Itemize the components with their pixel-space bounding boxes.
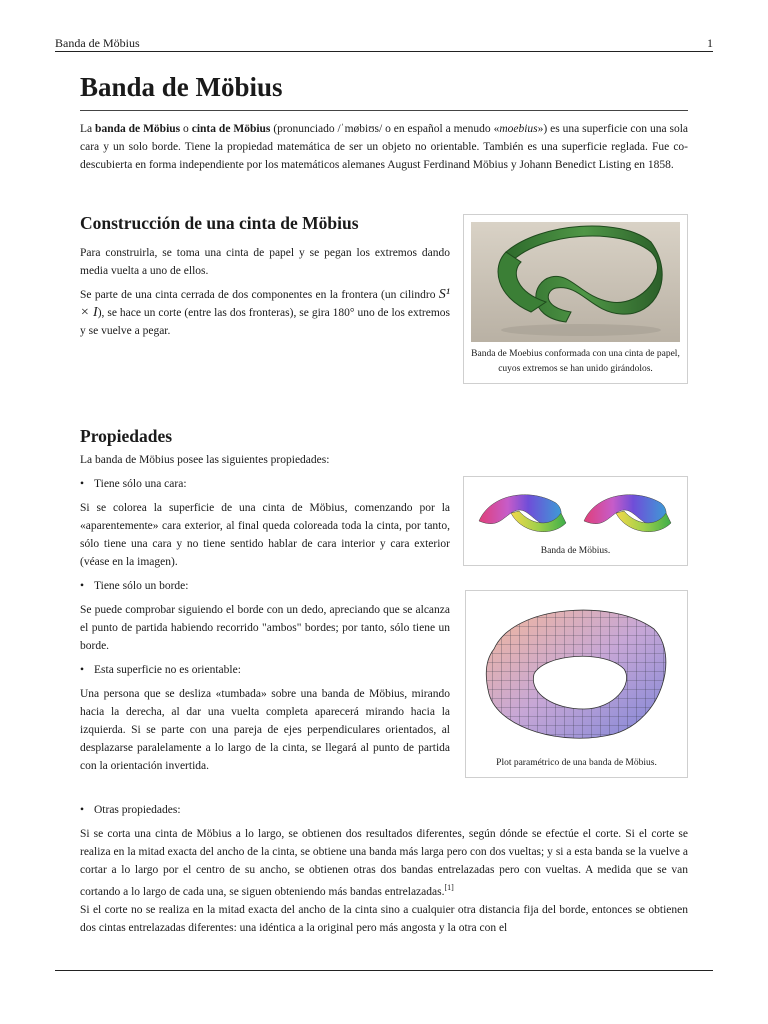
paper-mobius-photo (471, 222, 680, 342)
parametric-plot-render (474, 599, 679, 749)
bullet-one-side: • Tiene sólo una cara: (80, 478, 187, 490)
figure-parametric-plot (465, 590, 688, 778)
page-number: 1 (707, 36, 713, 50)
running-header-title: Banda de Möbius (55, 36, 140, 50)
colored-mobius-render (471, 483, 680, 539)
other-properties (80, 801, 688, 937)
figure-paper-mobius (463, 214, 688, 384)
text-cutting: Si se corta una cinta de Möbius a lo largo, se obtienen dos resultados diferentes, según dónde se efectúe el corte. Si el corte se realiza en la mitad exacta del ancho de la cinta, se obtiene una banda más larga pero con dos vueltas; y si a esta banda se la vuelve a cortar a lo largo por el centro de su ancho, se obtienen otras dos bandas entrelazadas pero con vueltas. A medida que se van cortando a lo largo de cada una, se siguen obteniendo más bandas entrelazadas.[1] (80, 828, 688, 898)
figure-colored-mobius (463, 476, 688, 566)
figure1-caption: Banda de Moebius conformada con una cinta de papel, cuyos extremos se han unido girándolos. (471, 349, 680, 374)
figure3-caption: Plot paramétrico de una banda de Möbius. (496, 758, 657, 768)
text-non-orientable: Una persona que se desliza «tumbada» sobre una banda de Möbius, mirando hacia la derecha, al dar una vuelta completa aparecerá mirando hacia la izquierda. Si se parte con una pareja de ejes perpendiculares orientados, al desplazarse paralelamente a lo largo de la cinta, se llegará al punto de partida con la orientación invertida. (80, 688, 450, 772)
text-cutting-offcenter: Si el corte no se realiza en la mitad exacta del ancho de la cinta sino a cualquier otra distancia fija del borde, entonces se obtienen dos cintas entrelazadas diferentes: una idéntica a la original pero más angosta y la otra con el (80, 903, 688, 934)
bullet-other-properties: • Otras propiedades: (80, 804, 181, 816)
footer-rule (55, 970, 713, 971)
construction-para-2: Se parte de una cinta cerrada de dos componentes en la frontera (un cilindro S¹ × I), se hace un corte (entre las dos fronteras), se gira 180° uno de los extremos y se vuelve a pegar. (80, 287, 451, 337)
properties-heading: Propiedades (80, 426, 173, 446)
construction-para-1: Para construirla, se toma una cinta de papel y se pegan los extremos dando media vuelta a uno de ellos. (80, 247, 450, 277)
header-rule (55, 51, 713, 52)
figure2-caption: Banda de Möbius. (540, 546, 611, 556)
properties-intro: La banda de Möbius posee las siguientes propiedades: (80, 454, 330, 466)
page-title: Banda de Möbius (80, 72, 283, 102)
construction-text (80, 244, 450, 346)
bullet-one-edge: • Tiene sólo un borde: (80, 580, 189, 592)
text-one-side: Si se colorea la superficie de una cinta de Möbius, comenzando por la «aparentemente» cara exterior, al final queda coloreada toda la cinta, por tanto, sólo tiene una cara y no tiene sentido hablar de cara interior y cara exterior (véase en la imagen). (80, 502, 450, 568)
title-rule (80, 110, 688, 111)
intro-paragraph: La banda de Möbius o cinta de Möbius (pronunciado /ˈmøbiʊs/ o en español a menudo «moebius») es una superficie con una sola cara y un solo borde. Tiene la propiedad matemática de ser un objeto no orientable. También es una superficie reglada. Fue co-descubierta en forma independiente por los matemáticos alemanes August Ferdinand Möbius y Johann Benedict Listing en 1858. (80, 123, 688, 171)
construction-heading: Construcción de una cinta de Möbius (80, 213, 359, 233)
text-one-edge: Se puede comprobar siguiendo el borde con un dedo, apreciando que se alcanza el punto de partida habiendo recorrido "ambos" bordes; por tanto, sólo tiene un borde. (80, 604, 450, 652)
bullet-non-orientable: • Esta superficie no es orientable: (80, 664, 241, 676)
properties-text (80, 451, 450, 781)
math-formula: S¹ × I (80, 287, 450, 320)
reference-1[interactable]: [1] (444, 883, 454, 892)
